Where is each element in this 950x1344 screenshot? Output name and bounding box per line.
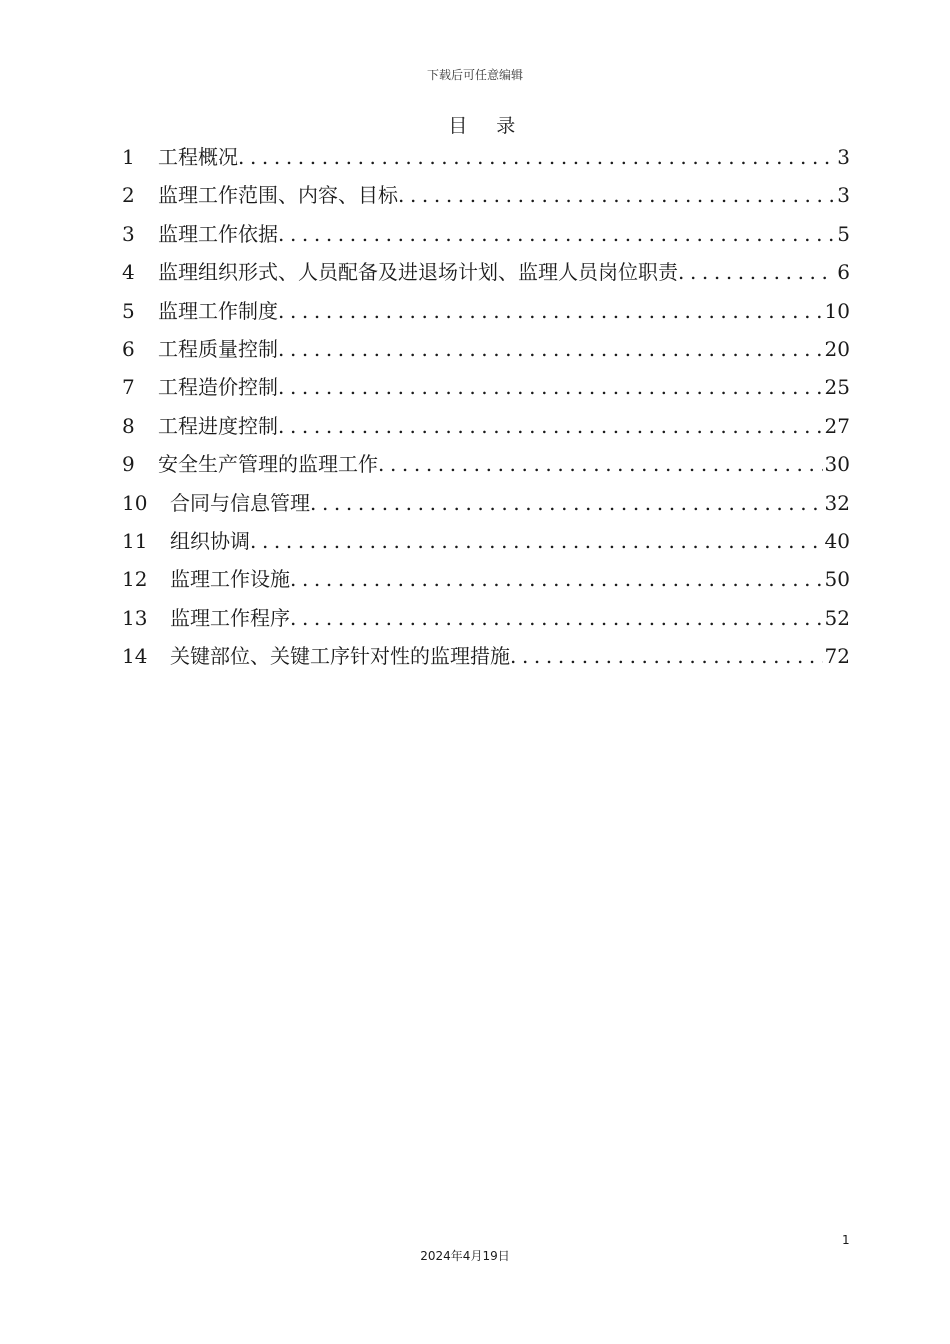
toc-entry-number: 14 [122, 644, 148, 669]
toc-entry-number: 13 [122, 605, 148, 630]
toc-entry[interactable] [122, 445, 850, 483]
toc-dot-leader [510, 637, 823, 675]
toc-list [122, 138, 850, 675]
toc-dot-leader [310, 484, 823, 522]
toc-dot-leader [278, 292, 823, 330]
toc-entry[interactable] [122, 368, 850, 406]
toc-entry-number: 3 [122, 221, 135, 246]
toc-entry-page: 32 [824, 490, 850, 515]
toc-dot-leader [278, 330, 823, 368]
toc-entry-page: 10 [824, 298, 850, 323]
toc-entry-title: 监理工作设施 [170, 567, 290, 592]
toc-entry-title: 关键部位、关键工序针对性的监理措施 [170, 644, 510, 669]
toc-entry-title: 安全生产管理的监理工作 [158, 452, 378, 477]
toc-entry-number: 4 [122, 260, 135, 285]
toc-dot-leader [278, 407, 823, 445]
toc-entry[interactable] [122, 176, 850, 214]
toc-entry[interactable] [122, 330, 850, 368]
toc-entry-page: 3 [837, 145, 850, 169]
toc-entry-page: 5 [837, 221, 850, 246]
toc-entry-title: 工程质量控制 [158, 336, 278, 361]
toc-entry-title: 工程造价控制 [158, 375, 278, 400]
toc-entry-title: 监理工作制度 [158, 298, 278, 323]
toc-entry-number: 5 [122, 298, 135, 323]
toc-entry-page: 30 [824, 452, 850, 477]
toc-entry-title: 工程概况 [158, 145, 238, 169]
toc-entry[interactable] [122, 215, 850, 253]
toc-dot-leader [398, 176, 835, 214]
toc-entry-number: 8 [122, 413, 135, 438]
toc-entry[interactable] [122, 484, 850, 522]
toc-entry-title: 合同与信息管理 [170, 490, 310, 515]
toc-entry-page: 27 [824, 413, 850, 438]
toc-entry-page: 3 [837, 183, 850, 208]
footer-date: 2024年4月19日 [420, 1249, 510, 1263]
toc-entry[interactable] [122, 522, 850, 560]
toc-entry[interactable] [122, 292, 850, 330]
toc-entry-page: 52 [824, 605, 850, 630]
toc-dot-leader [678, 253, 835, 291]
toc-entry[interactable] [122, 637, 850, 675]
toc-dot-leader [378, 445, 823, 483]
toc-entry-number: 2 [122, 183, 135, 208]
page-number: 1 [842, 1233, 850, 1247]
toc-entry[interactable] [122, 407, 850, 445]
toc-entry-number: 1 [122, 145, 135, 169]
toc-entry[interactable] [122, 560, 850, 598]
toc-entry[interactable] [122, 599, 850, 637]
toc-entry-number: 12 [122, 567, 148, 592]
toc-entry-page: 50 [824, 567, 850, 592]
toc-entry-title: 监理工作依据 [158, 221, 278, 246]
toc-dot-leader [290, 599, 823, 637]
toc-dot-leader [278, 215, 835, 253]
toc-entry-title: 组织协调 [170, 528, 250, 553]
toc-entry-page: 20 [824, 336, 850, 361]
header-note: 下载后可任意编辑 [426, 68, 523, 82]
toc-dot-leader [290, 560, 823, 598]
toc-entry[interactable] [122, 253, 850, 291]
toc-entry-number: 11 [122, 528, 148, 553]
toc-entry-number: 9 [122, 452, 135, 477]
toc-dot-leader [250, 522, 823, 560]
toc-entry[interactable] [122, 138, 850, 176]
toc-title: 目 录 [448, 115, 527, 137]
toc-entry-number: 7 [122, 375, 135, 400]
toc-entry-title: 监理工作范围、内容、目标 [158, 183, 398, 208]
toc-entry-page: 40 [824, 528, 850, 553]
toc-dot-leader [278, 368, 823, 406]
toc-entry-number: 10 [122, 490, 148, 515]
toc-entry-title: 监理组织形式、人员配备及进退场计划、监理人员岗位职责 [158, 260, 678, 285]
toc-entry-number: 6 [122, 336, 135, 361]
toc-entry-page: 25 [824, 375, 850, 400]
toc-entry-page: 6 [837, 260, 850, 285]
toc-entry-title: 监理工作程序 [170, 605, 290, 630]
toc-entry-page: 72 [824, 644, 850, 669]
toc-dot-leader [238, 138, 835, 176]
toc-entry-title: 工程进度控制 [158, 413, 278, 438]
